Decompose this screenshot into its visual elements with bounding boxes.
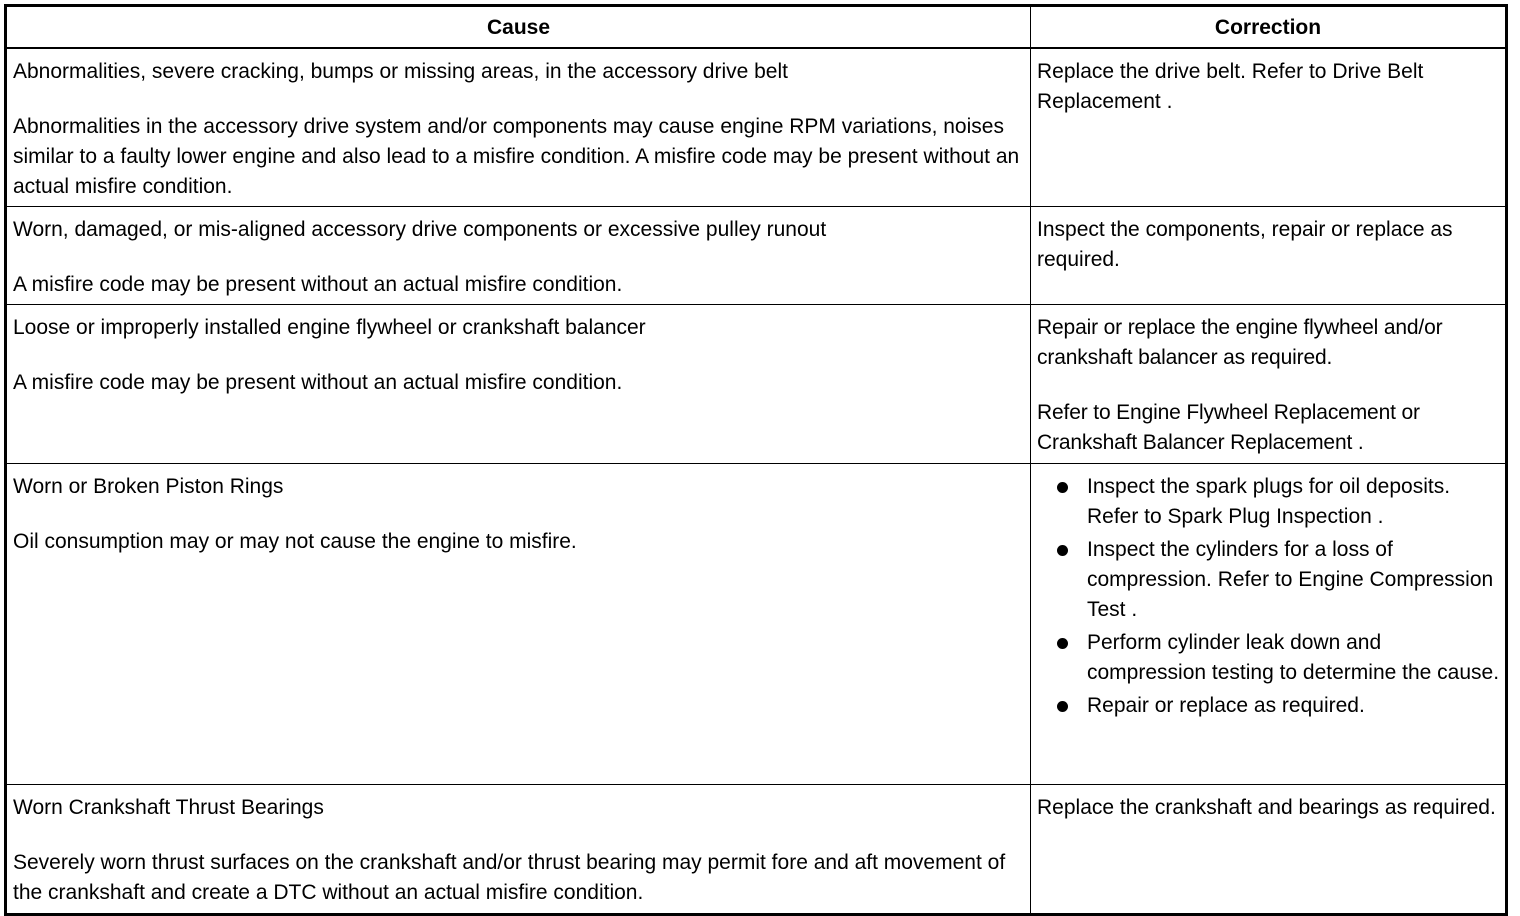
cause-cell [6,464,1031,785]
list-item [1037,628,1500,688]
correction-text: Replace the drive belt. Refer to Drive Belt Replacement . [1037,60,1424,113]
cause-cell [6,48,1031,207]
cause-note: Oil consumption may or may not cause the engine to misfire. [13,530,577,553]
bullet-icon [1057,545,1068,556]
correction-text: Replace the crankshaft and bearings as required. [1037,796,1496,819]
cause-cell [6,785,1031,915]
correction-cell [1031,464,1507,785]
cause-note: Abnormalities in the accessory drive system and/or components may cause engine RPM variations, noises similar to a faulty lower engine and also lead to a misfire condition. A misfire code may be present without an actual misfire condition. [13,115,1020,198]
correction-cell [1031,48,1507,207]
cause-cell [6,305,1031,464]
cause-text: Worn Crankshaft Thrust Bearings [13,796,324,819]
cause-text: Worn or Broken Piston Rings [13,475,284,498]
table-row [6,207,1507,305]
cause-text: Loose or improperly installed engine flywheel or crankshaft balancer [13,316,646,339]
list-item [1037,535,1500,625]
bullet-icon [1057,701,1068,712]
table-row [6,785,1507,915]
correction-reference: Refer to Engine Flywheel Replacement or Crankshaft Balancer Replacement . [1037,401,1420,454]
correction-cell [1031,207,1507,305]
cause-note: A misfire code may be present without an actual misfire condition. [13,371,623,394]
cause-text: Abnormalities, severe cracking, bumps or missing areas, in the accessory drive belt [13,60,788,83]
list-item-text: Repair or replace as required. [1087,694,1365,717]
list-item [1037,472,1500,532]
table-row [6,305,1507,464]
bullet-icon [1057,482,1068,493]
cause-header: Cause [6,6,1031,49]
correction-header: Correction [1031,6,1507,49]
cause-note: Severely worn thrust surfaces on the crankshaft and/or thrust bearing may permit fore and aft movement of the crankshaft and create a DTC without an actual misfire condition. [13,851,1006,904]
header-row [6,6,1507,49]
cause-note: A misfire code may be present without an actual misfire condition. [13,273,623,296]
list-item-text: Perform cylinder leak down and compression testing to determine the cause. [1087,631,1500,684]
list-item-text: Inspect the spark plugs for oil deposits. Refer to Spark Plug Inspection . [1087,475,1451,528]
list-item-text: Inspect the cylinders for a loss of compression. Refer to Engine Compression Test . [1087,538,1494,621]
correction-text: Inspect the components, repair or replace as required. [1037,218,1453,271]
correction-text: Repair or replace the engine flywheel and/or crankshaft balancer as required. [1037,316,1443,369]
list-item [1037,691,1500,721]
table-row [6,464,1507,785]
correction-list [1037,472,1500,721]
correction-cell [1031,785,1507,915]
table-row [6,48,1507,207]
bullet-icon [1057,638,1068,649]
correction-cell [1031,305,1507,464]
cause-text: Worn, damaged, or mis-aligned accessory drive components or excessive pulley runout [13,218,827,241]
cause-cell [6,207,1031,305]
diagnostic-table [4,4,1508,916]
